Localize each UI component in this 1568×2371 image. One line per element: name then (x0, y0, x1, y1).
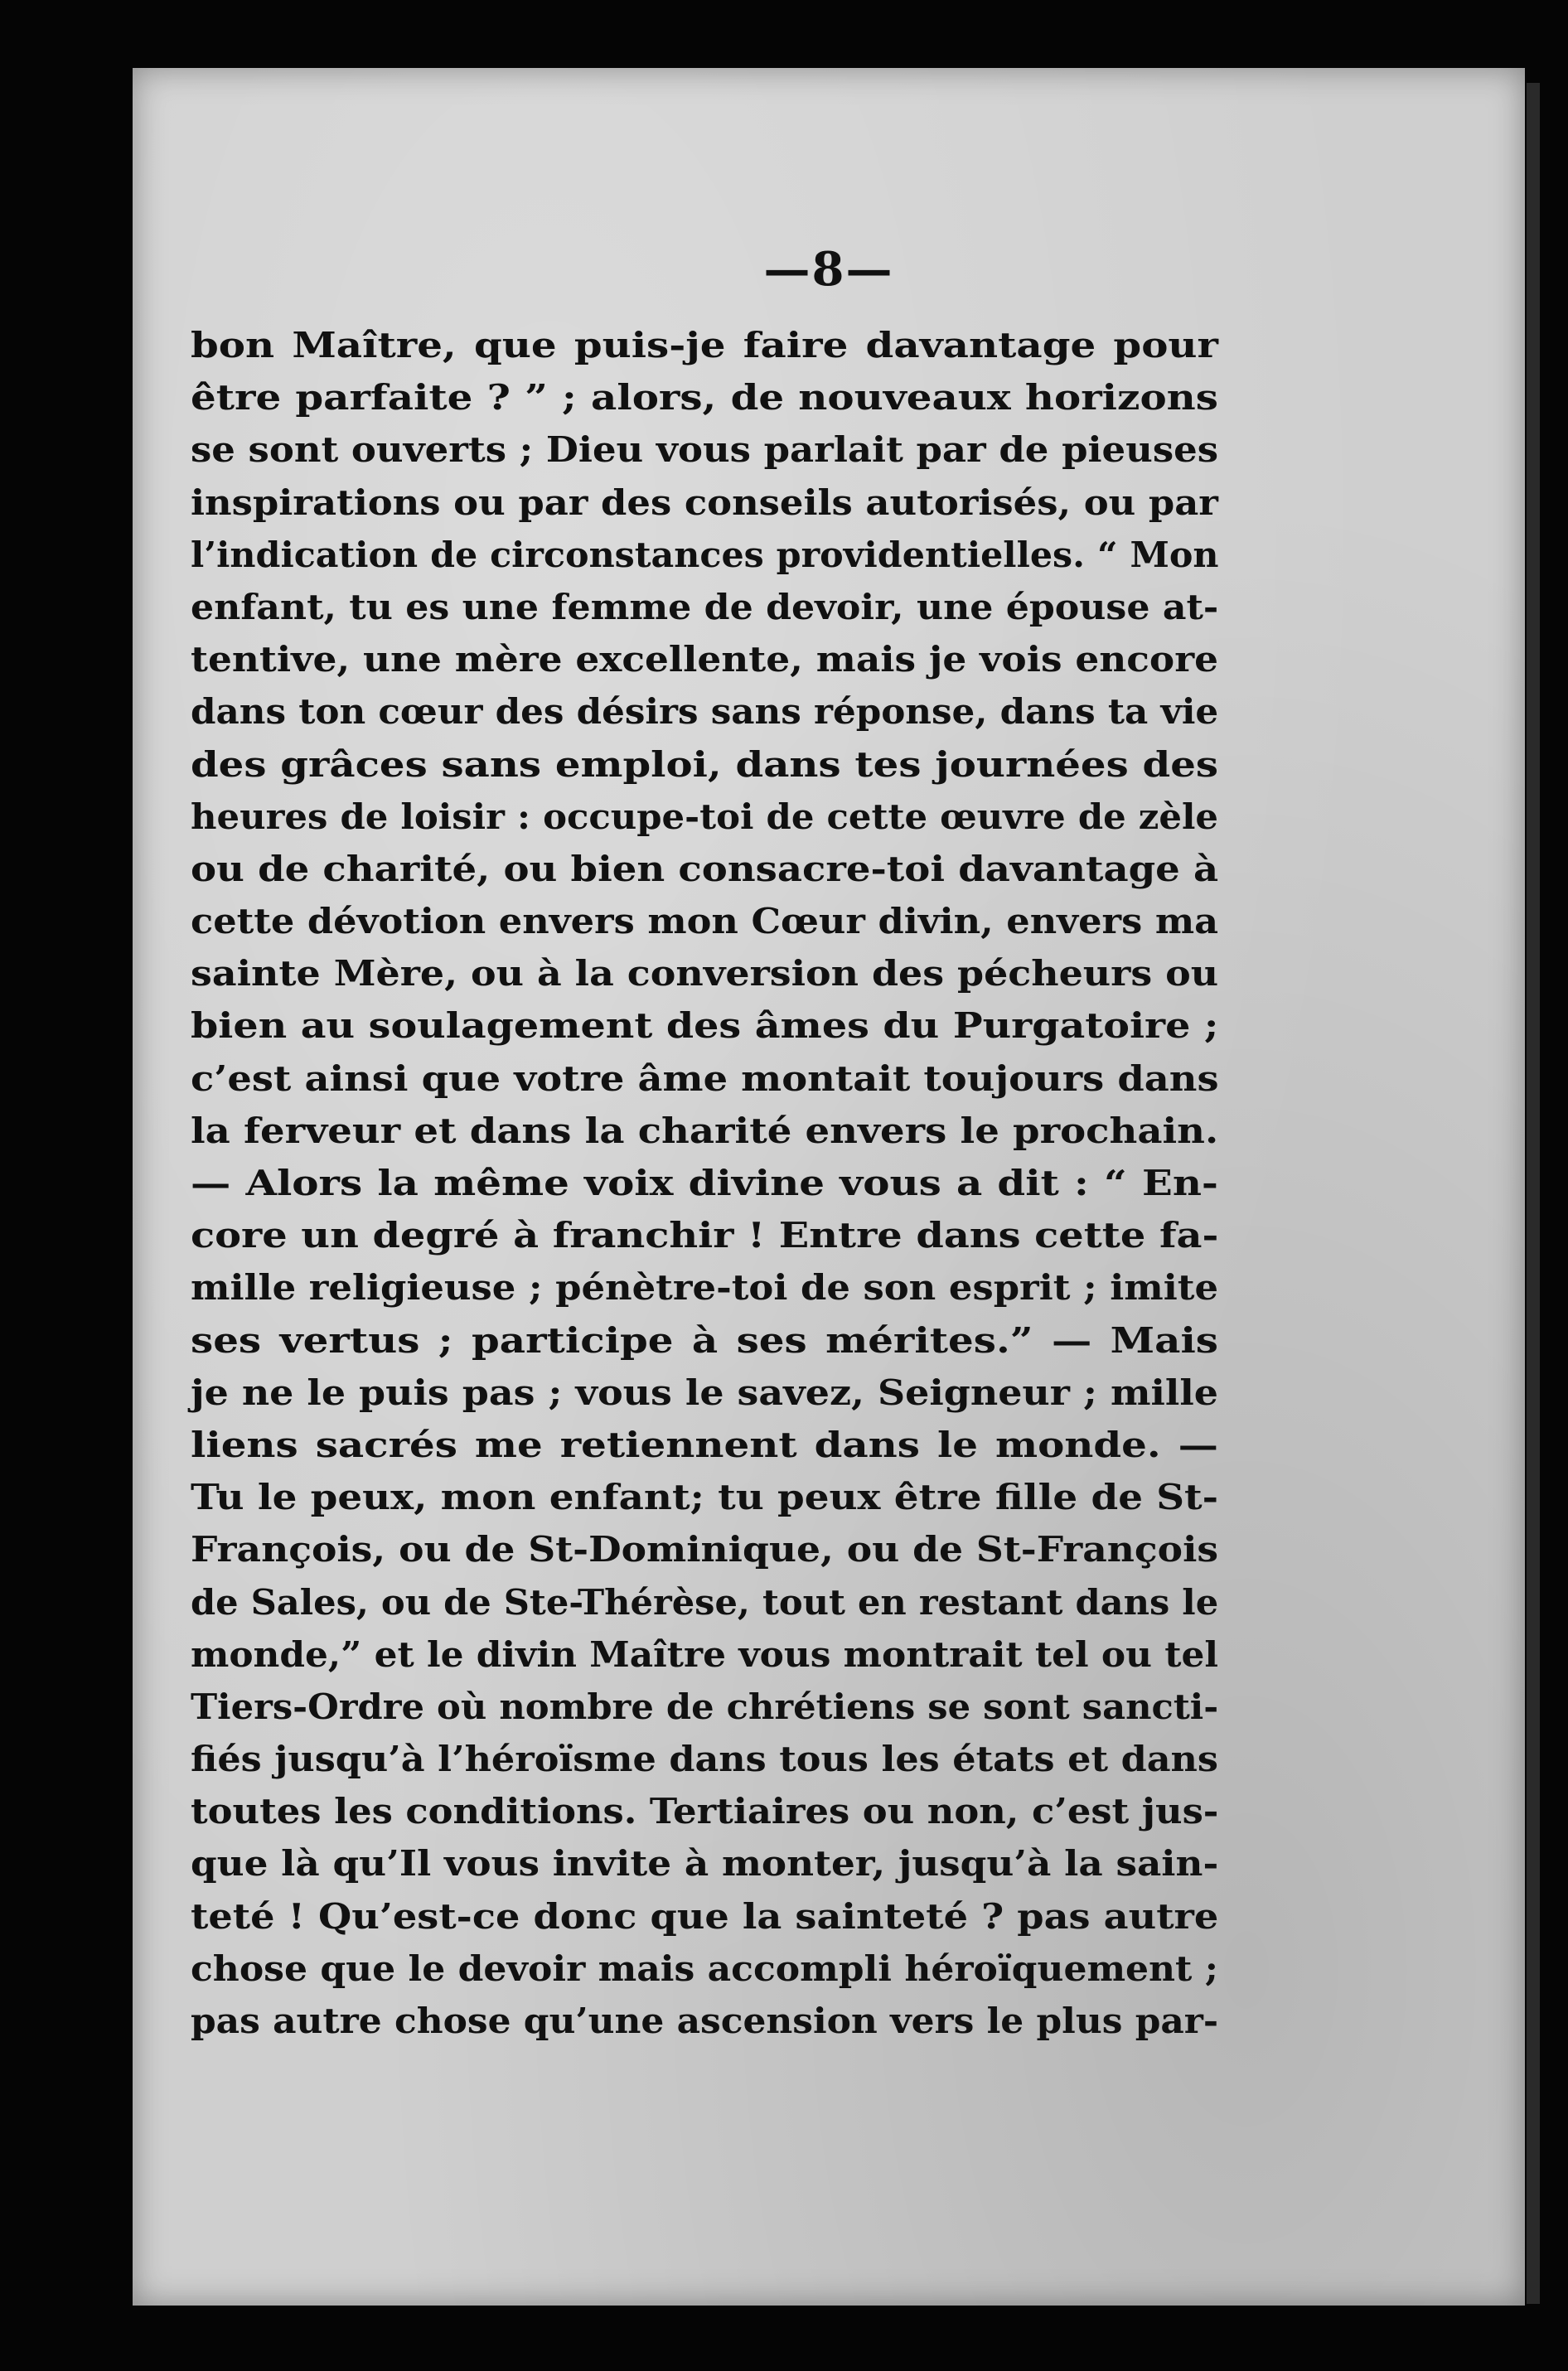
text-line: ses vertus ; participe à ses mérites.” — Mais (191, 1319, 1218, 1361)
text-line: liens sacrés me retiennent dans le monde. — (191, 1424, 1218, 1465)
text-line: mille religieuse ; pénètre-toi de son esprit ; imite (191, 1267, 1219, 1309)
text-line: l’indication de circonstances providentielles. “ Mon (191, 534, 1219, 575)
text-line: c’est ainsi que votre âme montait toujours dans (191, 1057, 1219, 1099)
text-line: enfant, tu es une femme de devoir, une épouse at- (191, 586, 1219, 627)
text-line: de Sales, ou de Ste-Thérèse, tout en restant dans le (191, 1581, 1219, 1623)
text-line: monde,” et le divin Maître vous montrait tel ou tel (191, 1633, 1219, 1675)
text-line: être parfaite ? ” ; alors, de nouveaux horizons (191, 377, 1218, 419)
text-line: la ferveur et dans la charité envers le prochain. (191, 1110, 1219, 1151)
text-line: cette dévotion envers mon Cœur divin, envers ma (191, 901, 1219, 942)
text-line: se sont ouverts ; Dieu vous parlait par de pieuses (191, 429, 1219, 471)
body-text (191, 319, 1218, 2047)
text-line: chose que le devoir mais accompli héroïquement ; (191, 1948, 1219, 1989)
text-line: fiés jusqu’à l’héroïsme dans tous les états et dans (191, 1739, 1218, 1780)
text-line: des grâces sans emploi, dans tes journées des (191, 743, 1219, 785)
text-line: tentive, une mère excellente, mais je vois encore (191, 639, 1219, 680)
text-line: inspirations ou par des conseils autorisés, ou par (191, 481, 1218, 523)
page-number: —8— (763, 242, 894, 297)
text-line: bon Maître, que puis-je faire davantage pour (191, 325, 1218, 365)
text-line: — Alors la même voix divine vous a dit : “ En- (191, 1163, 1218, 1203)
text-line: heures de loisir : occupe-toi de cette œuvre de zèle (191, 796, 1218, 837)
text-line: Tu le peux, mon enfant; tu peux être fille de St- (191, 1477, 1219, 1518)
text-line: core un degré à franchir ! Entre dans cette fa- (191, 1215, 1219, 1256)
text-line: toutes les conditions. Tertiaires ou non, c’est jus- (191, 1791, 1219, 1832)
text-line: dans ton cœur des désirs sans réponse, dans ta vie (191, 691, 1219, 733)
text-line: Tiers-Ordre où nombre de chrétiens se sont sancti- (191, 1686, 1219, 1727)
text-line: teté ! Qu’est-ce donc que la sainteté ? pas autre (191, 1895, 1219, 1937)
text-line: François, ou de St-Dominique, ou de St-François (191, 1529, 1219, 1570)
text-line: sainte Mère, ou à la conversion des pécheurs ou (191, 953, 1219, 994)
text-line: ou de charité, ou bien consacre-toi davantage à (191, 848, 1219, 889)
text-line: que là qu’Il vous invite à monter, jusqu’à la sain- (191, 1843, 1219, 1885)
next-page-edge (1527, 83, 1540, 2304)
text-line: bien au soulagement des âmes du Purgatoire ; (191, 1005, 1219, 1047)
text-line: pas autre chose qu’une ascension vers le plus par- (191, 2001, 1219, 2041)
text-line: je ne le puis pas ; vous le savez, Seigneur ; mille (191, 1372, 1218, 1413)
